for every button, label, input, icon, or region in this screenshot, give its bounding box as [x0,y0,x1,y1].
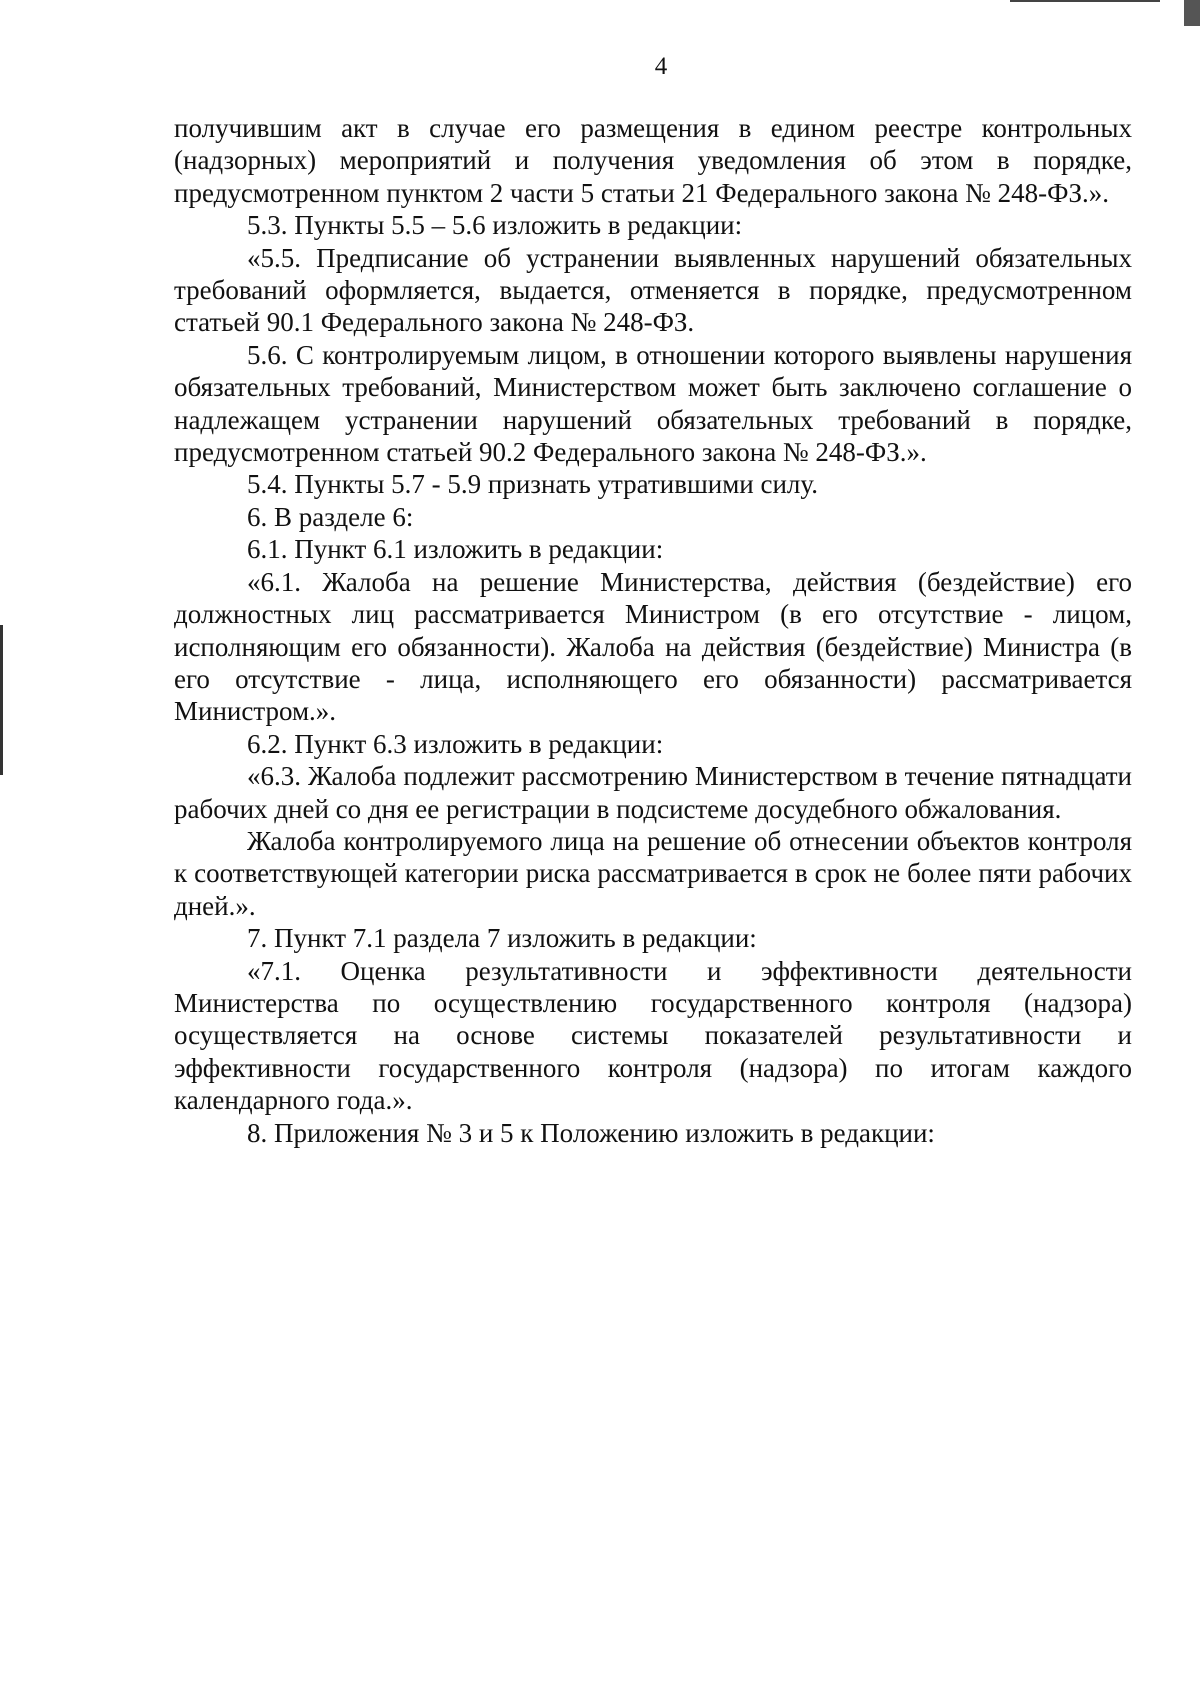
paragraph-6-3-text: «6.3. Жалоба подлежит рассмотрению Министерством в течение пятнадцати рабочих дней со дня ее регистрации в подсистеме досудебного обжалования. [174,761,1132,824]
paragraph-5-6: 5.6. С контролируемым лицом, в отношении которого выявлены нарушения обязательных требований, Министерством может быть заключено соглашение о надлежащем устранении нарушений обязательных требований в порядке, предусмотренном статьей 90.2 Федерального закона № 248-ФЗ.». [174,339,1132,468]
paragraph-6: 6. В разделе 6: [247,501,414,532]
paragraph-continuation: получившим акт в случае его размещения в едином реестре контрольных (надзорных) мероприятий и получения уведомления об этом в порядке, предусмотренном пунктом 2 части 5 статьи 21 Федерального закона № 248-ФЗ.». [174,113,1132,208]
paragraph-6-1: 6.1. Пункт 6.1 изложить в редакции: [247,534,664,565]
paragraph-6-2: 6.2. Пункт 6.3 изложить в редакции: [247,728,664,759]
paragraph-complaint-risk: Жалоба контролируемого лица на решение об отнесении объектов контроля к соответствующей категории риска рассматривается в срок не более пяти рабочих дней.». [174,825,1132,921]
paragraph-5-4: 5.4. Пункты 5.7 - 5.9 признать утратившими силу. [247,469,818,500]
scan-corner-mark [1184,0,1200,26]
paragraph-7-1-text: «7.1. Оценка результативности и эффективности деятельности Министерства по осуществлению государственного контроля (надзора) осуществляется на основе системы показателей результативности и эффективности государственного контроля (надзора) по итогам каждого календарного года.». [174,955,1132,1116]
paragraph-8: 8. Приложения № 3 и 5 к Положению изложить в редакции: [247,1117,935,1148]
paragraph-7: 7. Пункт 7.1 раздела 7 изложить в редакции: [247,923,757,954]
scan-mark-top [1010,0,1160,2]
page-number: 4 [654,53,668,80]
document-body [174,112,1132,1149]
paragraph-5-3: 5.3. Пункты 5.5 – 5.6 изложить в редакции: [247,210,743,241]
paragraph-6-1-text: «6.1. Жалоба на решение Министерства, действия (бездействие) его должностных лиц рассматривается Министром (в его отсутствие - лицом, исполняющим его обязанности). Жалоба на действия (бездействие) Министра (в его отсутствие - лица, исполняющего его обязанности) рассматривается Министром.». [174,566,1132,727]
scan-edge-left [0,625,3,775]
paragraph-5-5: «5.5. Предписание об устранении выявленных нарушений обязательных требований оформляется, выдается, отменяется в порядке, предусмотренном статьей 90.1 Федерального закона № 248-ФЗ. [174,242,1132,338]
